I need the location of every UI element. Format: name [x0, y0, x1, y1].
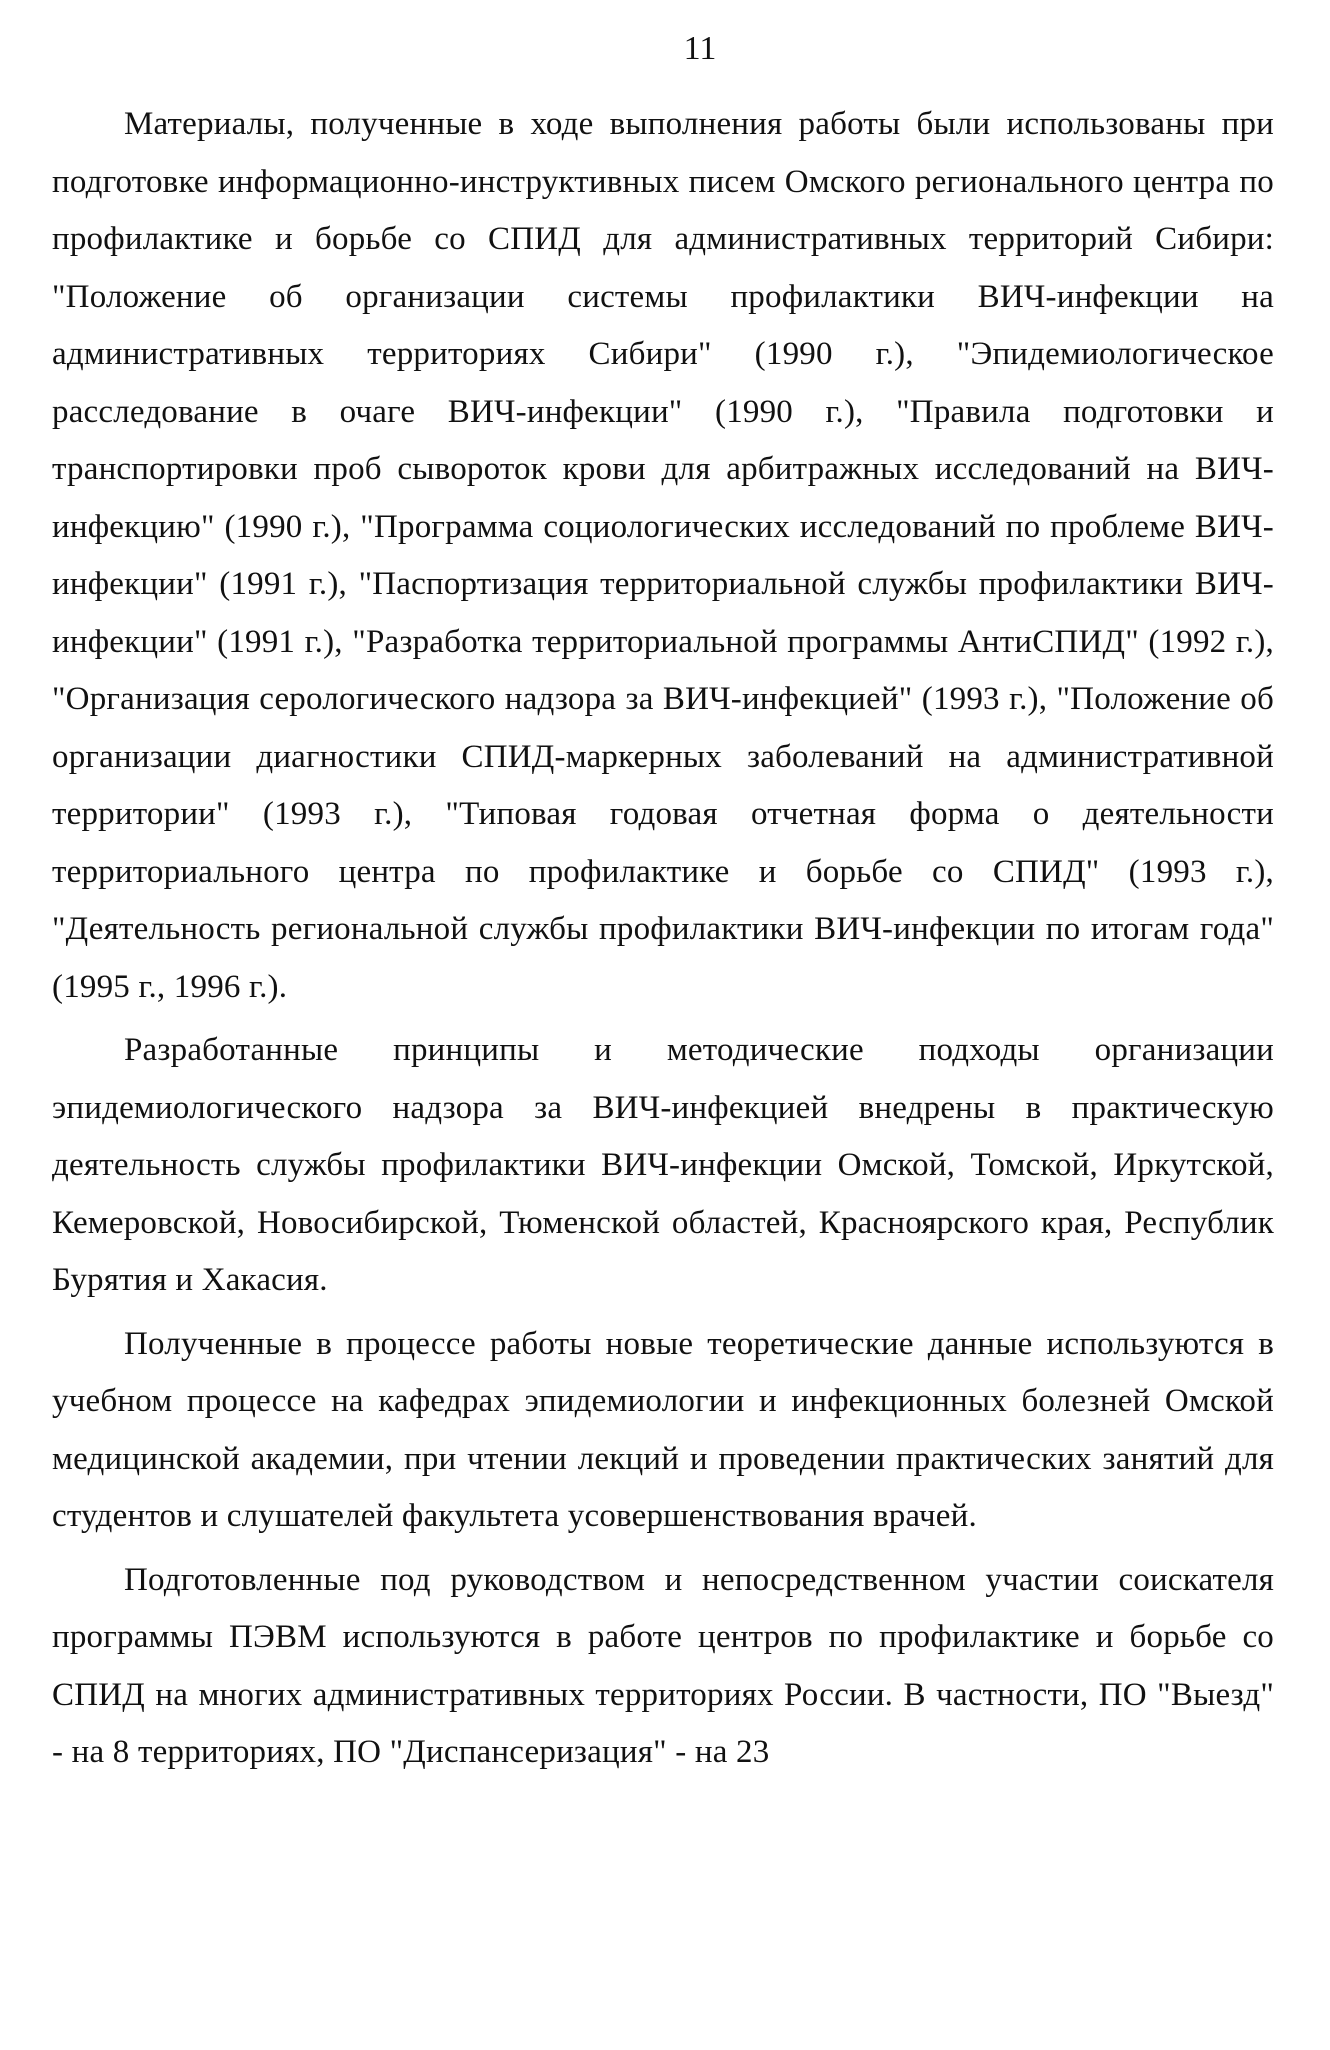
paragraph-1: Материалы, полученные в ходе выполнения работы были использованы при подготовке информационно-инструктивных писем Омского регионального центра по профилактике и борьбе со СПИД для административных территорий Сибири: "Положение об организации системы профилактики ВИЧ-инфекции на административных территориях Сибири" (1990 г.), "Эпидемиологическое расследование в очаге ВИЧ-инфекции" (1990 г.), "Правила подготовки и транспортировки проб сывороток крови для арбитражных исследований на ВИЧ-инфекцию" (1990 г.), "Программа социологических исследований по проблеме ВИЧ-инфекции" (1991 г.), "Паспортизация территориальной службы профилактики ВИЧ-инфекции" (1991 г.), "Разработка территориальной программы АнтиСПИД" (1992 г.), "Организация серологического надзора за ВИЧ-инфекцией" (1993 г.), "Положение об организации диагностики СПИД-маркерных заболеваний на административной территории" (1993 г.), "Типовая годовая отчетная форма о деятельности территориального центра по профилактике и борьбе со СПИД" (1993 г.), "Деятельность региональной службы профилактики ВИЧ-инфекции по итогам года" (1995 г., 1996 г.). [52, 106, 1274, 1005]
page-number: 11 [683, 30, 717, 67]
paragraph-3: Полученные в процессе работы новые теоретические данные используются в учебном процессе на кафедрах эпидемиологии и инфекционных болезней Омской медицинской академии, при чтении лекций и проведении практических занятий для студентов и слушателей факультета усовершенствования врачей. [52, 1325, 1274, 1534]
paragraph-2: Разработанные принципы и методические подходы организации эпидемиологического надзора за ВИЧ-инфекцией внедрены в практическую деятельность службы профилактики ВИЧ-инфекции Омской, Томской, Иркутской, Кемеровской, Новосибирской, Тюменской областей, Красноярского края, Республик Бурятия и Хакасия. [52, 1032, 1274, 1298]
body-text [52, 96, 1274, 1788]
paragraph-4: Подготовленные под руководством и непосредственном участии соискателя программы ПЭВМ используются в работе центров по профилактике и борьбе со СПИД на многих административных территориях России. В частности, ПО "Выезд" - на 8 территориях, ПО "Диспансеризация" - на 23 [52, 1561, 1274, 1770]
